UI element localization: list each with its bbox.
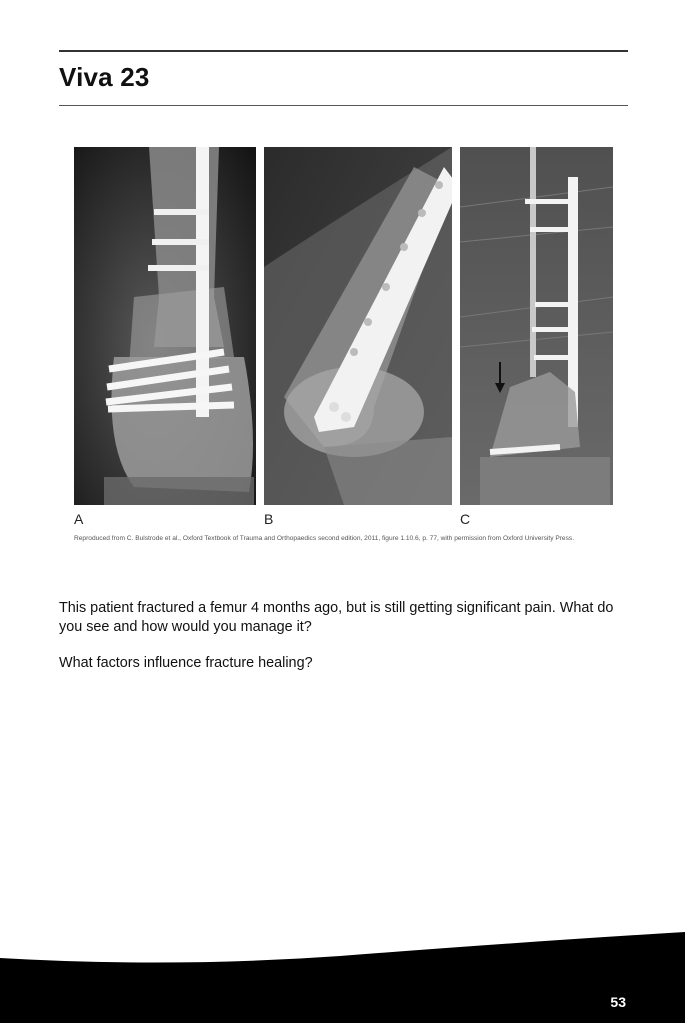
question-fracture-management: This patient fractured a femur 4 months ago, but is still getting significant pain. What do you see and how would you manage it?	[59, 600, 614, 635]
radiograph-panel-a	[74, 147, 256, 505]
radiograph-panel-b	[264, 147, 452, 505]
figure-caption: Reproduced from C. Bulstrode et al., Oxford Textbook of Trauma and Orthopaedics second edition, 2011, figure 1.10.6, p. 77, with permission from Oxford University Press.	[74, 535, 575, 542]
radiograph-b-image	[264, 147, 452, 505]
top-rule	[59, 50, 628, 52]
panel-label-a: A	[74, 511, 84, 527]
panel-label-c: C	[460, 511, 471, 527]
page-number: 53	[610, 994, 626, 1010]
footer-band	[0, 930, 685, 1023]
radiograph-a-image	[74, 147, 256, 505]
radiograph-c-image	[460, 147, 613, 505]
page-title: Viva 23	[59, 62, 150, 92]
question-fracture-healing-factors: What factors influence fracture healing?	[59, 655, 313, 671]
radiograph-panel-c	[460, 147, 613, 505]
title-underline-rule	[59, 105, 628, 106]
panel-label-b: B	[264, 511, 274, 527]
